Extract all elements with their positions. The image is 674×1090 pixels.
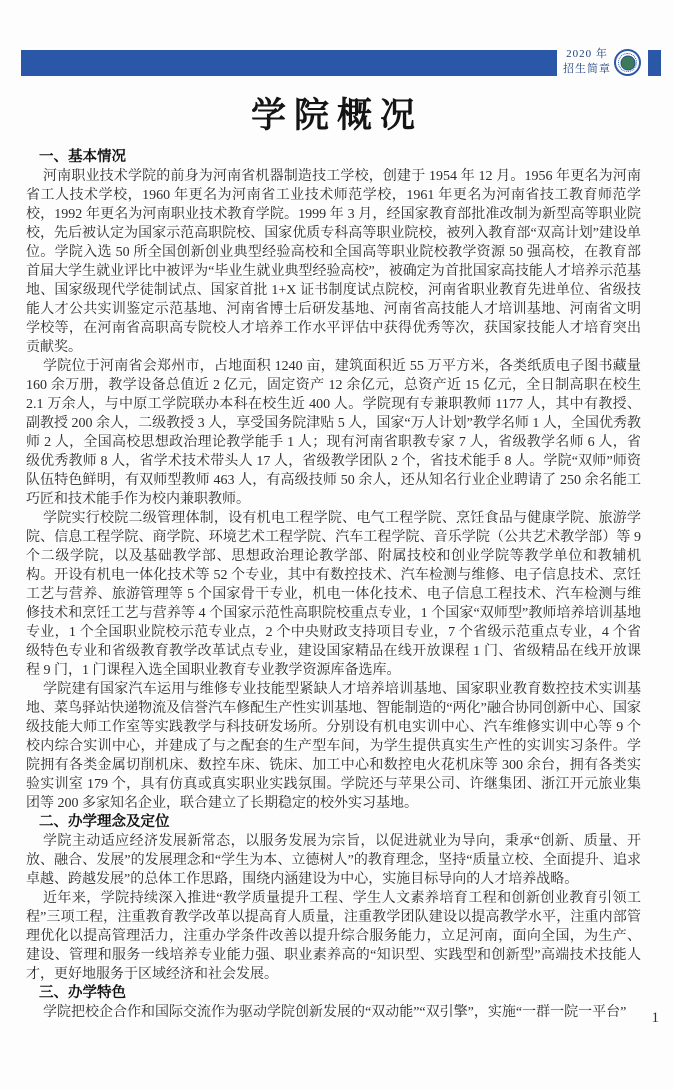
paragraph-campus-faculty: 学院位于河南省会郑州市，占地面积 1240 亩，建筑面积近 55 万平方米，各类纸质电子图书藏量 160 余万册，教学设备总值近 2 亿元，固定资产 12 余亿元，总资产近 15 亿元，全日制高职在校生 2.1 万余人，与中原工学院联办本科在校生近 400 人。学院现有专兼职教师 1177 人，其中有教授、副教授 200 余人，二级教授 3 人，享受国务院津贴 5 人，国家“万人计划”教学名师 1 人，全国优秀教师 2 人，全国高校思想政治理论教学能手 1 人；现有河南省职教专家 7 人，省级教学名师 6 人，省级优秀教师 8 人，省学术技术带头人 17 人，省级教学团队 2 个，省技术能手 8 人。学院“双师”师资队伍特色鲜明，有双师型教师 463 人，有高级技师 50 余人，还从知名行业企业聘请了 250 余名能工巧匠和技术能手作为校内兼职教师。	[26, 359, 641, 507]
edition-brochure-label: 招生简章	[563, 63, 611, 75]
paragraph-philosophy: 学院主动适应经济发展新常态，以服务发展为宗旨，以促进就业为导向，秉承“创新、质量、开放、融合、发展”的发展理念和“学生为本、立德树人”的教育理念，坚持“质量立校、全面提升、追求卓越、跨越发展”的总体工作思路，围绕内涵建设为中心，实施目标导向的人才培养战略。	[26, 834, 641, 887]
paragraph-history: 河南职业技术学院的前身为河南省机器制造技工学校，创建于 1954 年 12 月。1956 年更名为河南省工人技术学校，1960 年更名为河南省工业技术师范学校，1961 年更名为河南省技工教育师范学校，1992 年更名为河南职业技术教育学院。1999 年 3 月，经国家教育部批准改制为新型高等职业院校，先后被认定为国家示范高职院校、国家优质专科高等职业院校，被列入教育部“双高计划”建设单位。学院入选 50 所全国创新创业典型经验高校和全国高等职业院校教学资源 50 强高校，在教育部首届大学生就业评比中被评为“毕业生就业典型经验高校”，被确定为首批国家高技能人才培养示范基地、国家级现代学徒制试点、国家首批 1+X 证书制度试点院校，河南省职业教育先进单位、省级技能人才公共实训鉴定示范基地、河南省博士后研发基地、河南省高技能人才培训基地、河南省文明学校等，在河南省高职高专院校人才培养工作水平评估中获得优秀等次，获国家技能人才培育突出贡献奖。	[26, 169, 641, 355]
section-heading-philosophy: 二、办学理念及定位	[39, 814, 170, 830]
paragraph-recent-projects: 近年来，学院持续深入推进“教学质量提升工程、学生人文素养培育工程和创新创业教育引领工程”三项工程，注重教育教学改革以提高育人质量，注重教学团队建设以提高教学水平，注重内部管理优化以提高管理活力，注重办学条件改善以提升综合服务能力，立足河南，面向全国，为生产、建设、管理和服务一线培养专业能力强、职业素养高的“知识型、实践型和创新型”高端技术技能人才，更好地服务于区域经济和社会发展。	[26, 891, 641, 982]
header-corner-block	[648, 50, 661, 76]
section-heading-basic-info: 一、基本情况	[39, 149, 126, 165]
paragraph-features: 学院把校企合作和国际交流作为驱动学院创新发展的“双动能”“双引擎”，实施“一群一院一平台”	[43, 1005, 627, 1020]
page-number: 1	[651, 1010, 659, 1026]
section-heading-features: 三、办学特色	[39, 985, 126, 1001]
edition-year-label: 2020 年	[566, 48, 608, 60]
document-body	[26, 148, 641, 1022]
school-emblem-icon	[614, 49, 641, 76]
header-rule-bar	[21, 50, 557, 76]
paragraph-training-bases: 学院建有国家汽车运用与维修专业技能型紧缺人才培养培训基地、国家职业教育数控技术实训基地、菜鸟驿站快递物流及信誉汽车修配生产性实训基地、智能制造的“两化”融合协同创新中心、国家级技能大师工作室等实践教学与科技研发场所。分别设有机电实训中心、汽车维修实训中心等 9 个校内综合实训中心，并建成了与之配套的生产型车间，为学生提供真实生产性的实训实习条件。学院拥有各类金属切削机床、数控车床、铣床、加工中心和数控电火花机床等 300 余台，拥有各类实验实训室 179 个，具有仿真或真实职业实践氛围。学院还与苹果公司、许继集团、浙江开元旅业集团等 200 多家知名企业，联合建立了长期稳定的校外实习基地。	[26, 682, 641, 811]
paragraph-colleges-majors: 学院实行校院二级管理体制，设有机电工程学院、电气工程学院、烹饪食品与健康学院、旅游学院、信息工程学院、商学院、环境艺术工程学院、汽车工程学院、音乐学院（公共艺术教学部）等 9 个二级学院，以及基础教学部、思想政治理论教学部、附属技校和创业学院等教学单位和教辅机构。开设有机电一体化技术等 52 个专业，其中有数控技术、汽车检测与维修、电子信息技术、烹饪工艺与营养、旅游管理等 5 个国家骨干专业，机电一体化技术、电子信息工程技术、汽车检测与维修技术和烹饪工艺与营养等 4 个国家示范性高职院校重点专业，1 个国家“双师型”教师培养培训基地专业，1 个全国职业院校示范专业点，2 个中央财政支持项目专业，7 个省级示范重点专业，4 个省级特色专业和省级教育教学改革试点专业，建设国家精品在线开放课程 1 门、省级精品在线开放课程 9 门，1 门课程入选全国职业教育专业教学资源库备选库。	[26, 511, 641, 678]
header-edition-label	[560, 47, 614, 77]
page-title: 学院概况	[250, 96, 423, 135]
